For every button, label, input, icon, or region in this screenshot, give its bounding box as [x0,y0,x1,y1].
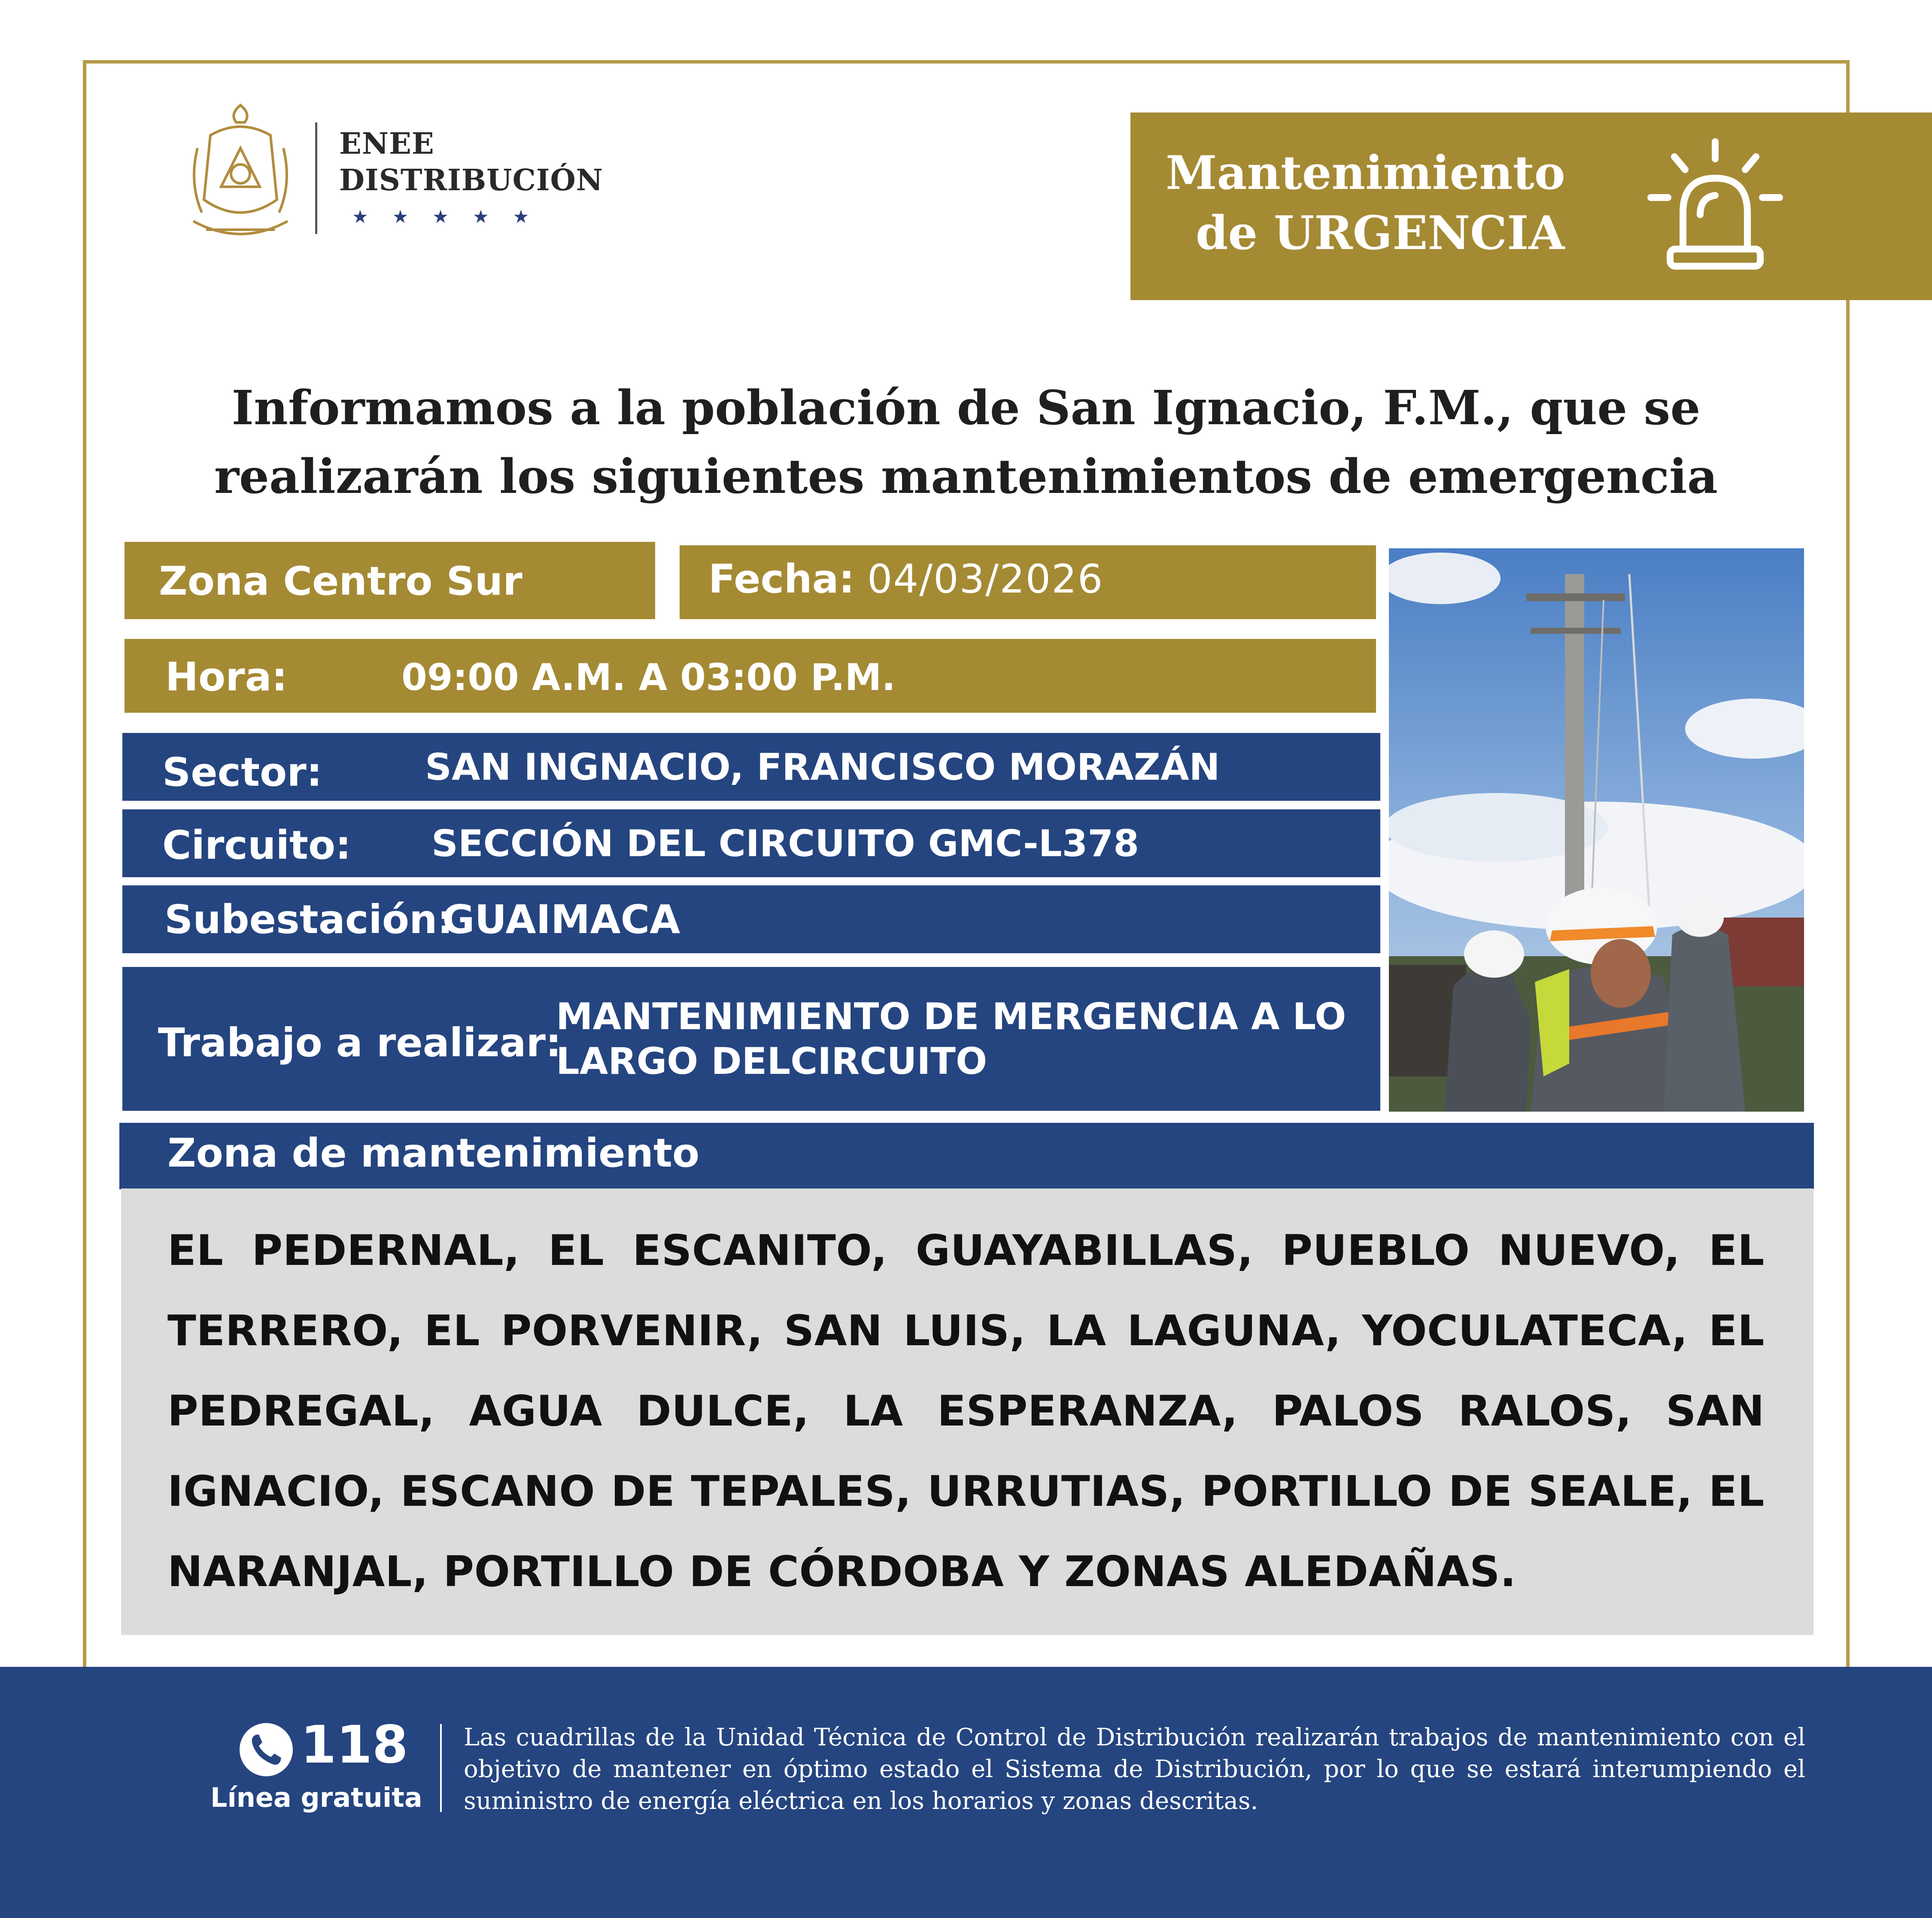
zona-mantenimiento-title: Zona de mantenimiento [167,1130,700,1176]
brand-line-2: DISTRIBUCIÓN [339,163,603,198]
trabajo-value-line-1: MANTENIMIENTO DE MERGENCIA A LO [556,995,1346,1038]
phone-icon [238,1722,294,1778]
headline-line-2: realizarán los siguientes mantenimientos de emergencia [214,449,1718,504]
subestacion-value: GUAIMACA [442,897,680,942]
zona-label: Zona Centro Sur [159,558,522,604]
phone-number[interactable]: 118 [301,1715,408,1775]
sector-label: Sector: [162,749,322,795]
headline-line-1: Informamos a la población de San Ignacio, F.M., que se [231,380,1701,435]
brand-stars: ★★★★★ [352,206,553,227]
fecha-value: 04/03/2026 [867,556,1104,602]
subestacion-label: Subestación: [164,897,453,942]
footer-divider [440,1724,442,1812]
urgent-badge-line-1: Mantenimiento [1166,146,1565,200]
siren-alert-icon [1644,133,1786,275]
fecha-label: Fecha: [708,556,855,602]
coat-of-arms-icon [180,97,301,253]
trabajo-label: Trabajo a realizar: [158,1020,562,1066]
urgent-badge-line-2: de URGENCIA [1196,206,1565,260]
sector-value: SAN INGNACIO, FRANCISCO MORAZÁN [425,746,1220,789]
workers-photo [1389,548,1804,1112]
circuito-value: SECCIÓN DEL CIRCUITO GMC-L378 [431,822,1139,865]
trabajo-value-line-2: LARGO DELCIRCUITO [556,1040,987,1083]
zona-mantenimiento-list: EL PEDERNAL, EL ESCANITO, GUAYABILLAS, PUEBLO NUEVO, EL TERRERO, EL PORVENIR, SAN LUIS, LA LAGUNA, YOCULATECA, EL PEDREGAL, AGUA DULCE, LA ESPERANZA, PALOS RALOS, SAN IGNACIO, ESCANO DE TEPALES, URRUTIAS, PORTILLO DE SEALE, EL NARANJAL, PORTILLO DE CÓRDOBA Y ZONAS ALEDAÑAS. [167,1226,1765,1596]
headline [129,374,1803,511]
logo-divider [315,122,317,234]
phone-label: Línea gratuita [210,1782,422,1813]
hora-value: 09:00 A.M. A 03:00 P.M. [401,656,896,699]
brand-line-1: ENEE [339,127,434,161]
footer-disclaimer: Las cuadrillas de la Unidad Técnica de Control de Distribución realizarán trabajos de mantenimiento con el objetivo de mantener en óptimo estado el Sistema de Distribución, por lo que se estará interumpiendo el suministro de energía eléctrica en los horarios y zonas descritas. [464,1723,1805,1815]
hora-label: Hora: [165,654,288,700]
circuito-label: Circuito: [162,822,351,868]
